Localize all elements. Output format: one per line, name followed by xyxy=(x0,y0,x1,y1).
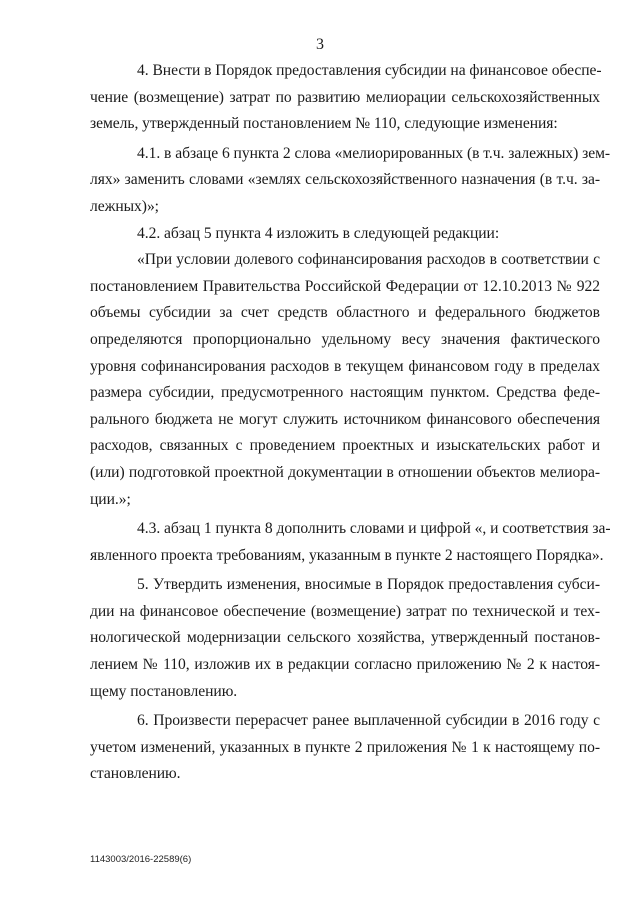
text-line: 6. Произвести перерасчет ранее выплаченной субсидии в 2016 году с xyxy=(137,712,600,730)
text-line: уровня софинансирования расходов в текущем финансовом году в пределах xyxy=(90,357,600,375)
text-line: лях» заменить словами «землях сельскохозяйственного назначения (в т.ч. за- xyxy=(90,171,600,189)
text-line: постановлением Правительства Российской Федерации от 12.10.2013 № 922 xyxy=(90,277,600,295)
text-line: рального бюджета не могут служить источником финансового обеспечения xyxy=(90,410,600,428)
text-line: щему постановлению. xyxy=(90,682,238,700)
text-line: 4.3. абзац 1 пункта 8 дополнить словами и цифрой «, и соответствия за- xyxy=(137,520,611,538)
text-line: расходов, связанных с проведением проектных и изыскательских работ и xyxy=(90,437,600,455)
text-line: 4.2. абзац 5 пункта 4 изложить в следующей редакции: xyxy=(137,224,500,242)
text-line: 4.1. в абзаце 6 пункта 2 слова «мелиорированных (в т.ч. залежных) зем- xyxy=(137,144,611,162)
text-line: становлению. xyxy=(90,765,181,783)
text-line: 4. Внести в Порядок предоставления субсидии на финансовое обеспе- xyxy=(137,62,602,79)
text-line: ции.»; xyxy=(90,490,131,508)
text-line: определяются пропорционально удельному весу значения фактического xyxy=(90,330,600,348)
page-number: 3 xyxy=(316,36,324,53)
text-line: 5. Утвердить изменения, вносимые в Порядок предоставления субси- xyxy=(137,576,600,594)
text-line: дии на финансовое обеспечение (возмещение) затрат по технической и тех- xyxy=(90,602,600,620)
text-line: нологической модернизации сельского хозяйства, утвержденный постанов- xyxy=(90,629,600,647)
text-line: лением № 110, изложив их в редакции согласно приложению № 2 к настоя- xyxy=(90,656,600,674)
text-line: (или) подготовкой проектной документации в отношении объектов мелиора- xyxy=(90,463,600,481)
text-line: чение (возмещение) затрат по развитию мелиорации сельскохозяйственных xyxy=(90,88,600,106)
text-line: «При условии долевого софинансирования расходов в соответствии с xyxy=(137,251,600,269)
text-line: земель, утвержденный постановлением № 110, следующие изменения: xyxy=(90,115,558,133)
text-line: лежных)»; xyxy=(90,197,159,215)
document-id-footer: 1143003/2016-22589(6) xyxy=(90,854,192,865)
text-line: объемы субсидии за счет средств областного и федерального бюджетов xyxy=(90,304,600,322)
document-body xyxy=(90,58,611,788)
text-line: явленного проекта требованиям, указанным в пункте 2 настоящего Порядка». xyxy=(90,546,604,564)
text-line: учетом изменений, указанных в пункте 2 приложения № 1 к настоящему по- xyxy=(90,738,600,756)
text-line: размера субсидии, предусмотренного настоящим пунктом. Средства феде- xyxy=(90,384,600,402)
